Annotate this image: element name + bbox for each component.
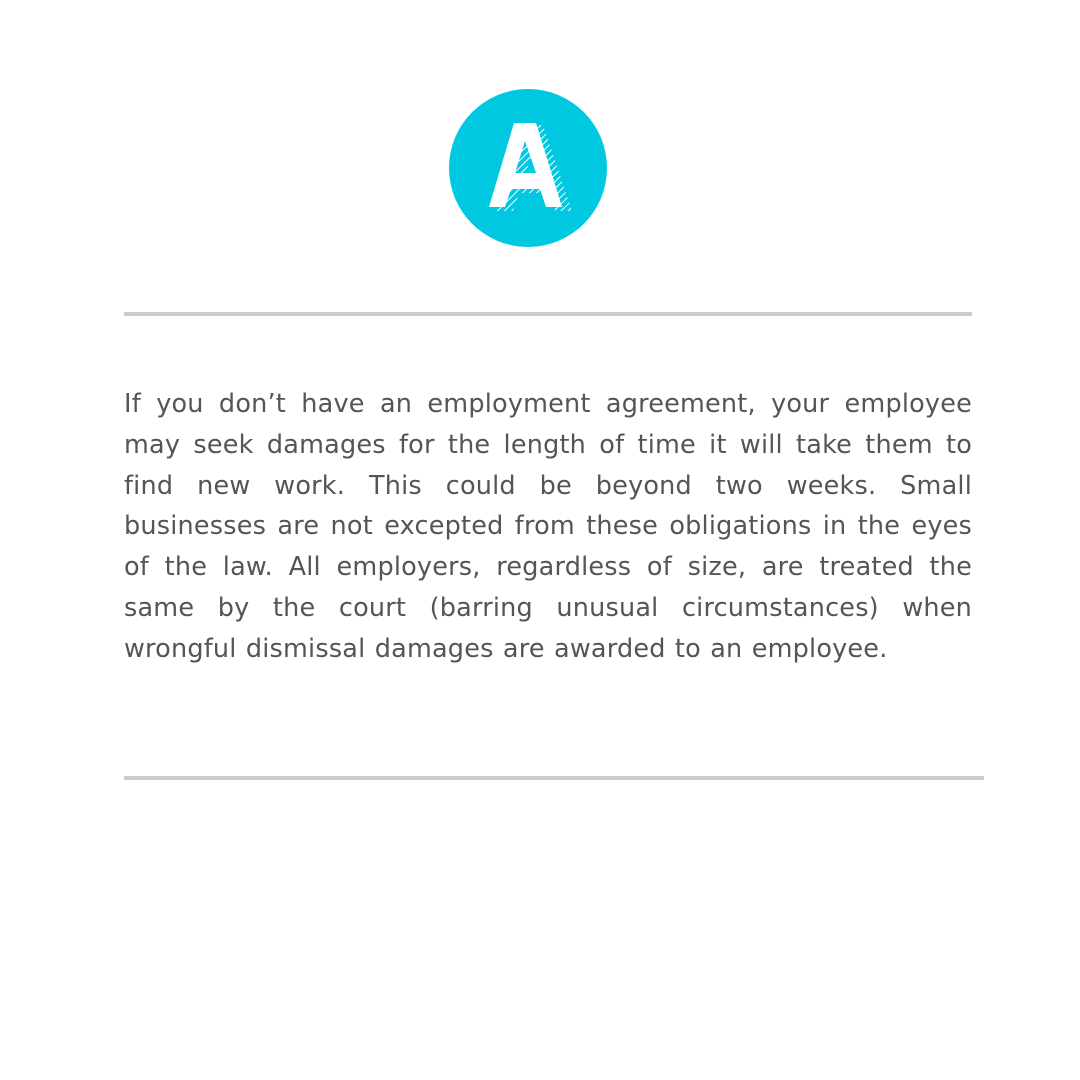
bottom-divider [124,776,984,780]
logo-icon [449,89,607,247]
body-paragraph: If you don’t have an employment agreement, your employee may seek damages for the length of time it will take them to find new work. This could be beyond two weeks. Small businesses are not excepted from these obligations in the eyes of the law. All employers, regardless of size, are treated the same by the court (barring unusual circumstances) when wrongful dismissal damages are awarded to an employee. [124,389,972,664]
top-divider [124,312,972,316]
